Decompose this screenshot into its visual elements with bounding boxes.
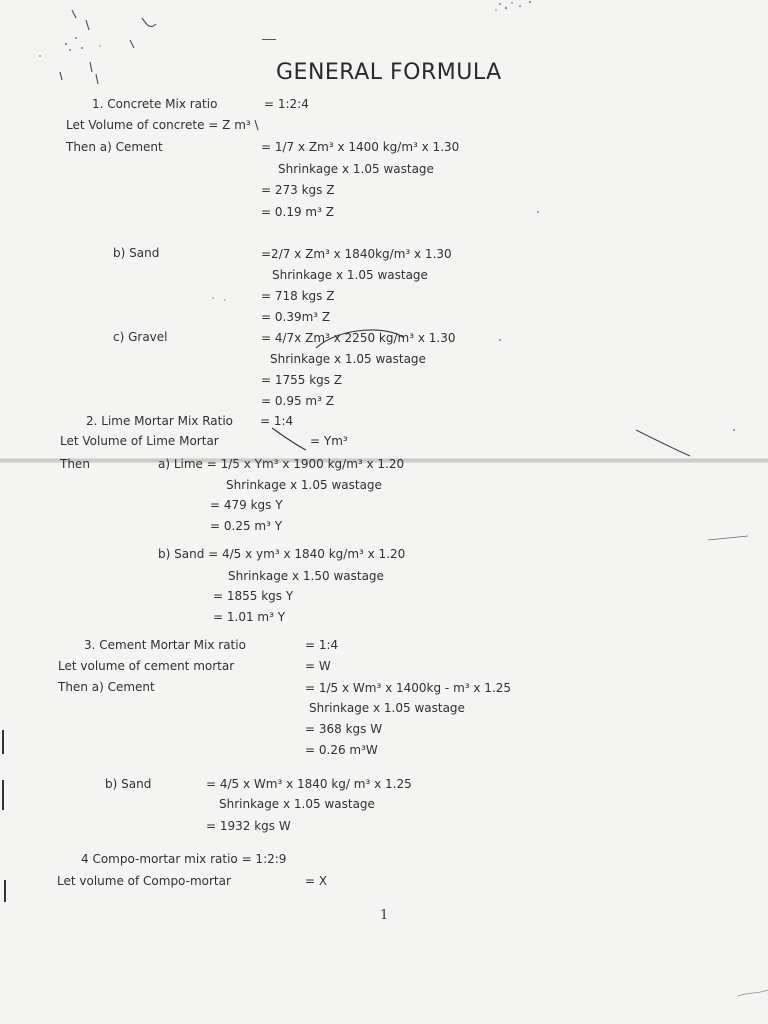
formula-line-s3-let-val: = W (305, 659, 331, 673)
formula-line-s3-cement-1: = 1/5 x Wm³ x 1400kg - m³ x 1.25 (305, 681, 512, 695)
formula-line-s1-heading: 1. Concrete Mix ratio (92, 97, 218, 111)
formula-line-s3-ratio: = 1:4 (305, 638, 339, 652)
formula-line-s1-gravel-4: = 0.95 m³ Z (261, 394, 334, 408)
formula-line-s3-sand-3: = 1932 kgs W (206, 819, 291, 833)
formula-line-s2-ratio: = 1:4 (260, 414, 294, 428)
formula-line-s1-gravel-label: c) Gravel (113, 330, 168, 344)
formula-line-s2-let-val: = Ym³ (310, 434, 348, 448)
formula-line-s3-then: Then a) Cement (58, 680, 155, 694)
formula-line-s1-sand-label: b) Sand (113, 246, 160, 260)
page-number: 1 (380, 908, 389, 923)
scan-edge-mark (4, 880, 6, 902)
scan-edge-mark (2, 730, 4, 754)
formula-line-s1-cement-1: = 1/7 x Zm³ x 1400 kg/m³ x 1.30 (261, 140, 460, 154)
formula-line-s2-lime-1: a) Lime = 1/5 x Ym³ x 1900 kg/m³ x 1.20 (158, 457, 405, 471)
formula-line-s2-sand-1: b) Sand = 4/5 x ym³ x 1840 kg/m³ x 1.20 (158, 547, 406, 561)
formula-line-s1-then: Then a) Cement (66, 140, 163, 154)
scan-edge-mark (2, 780, 4, 810)
formula-line-s1-cement-3: = 273 kgs Z (261, 183, 335, 197)
formula-line-s2-heading: 2. Lime Mortar Mix Ratio (86, 414, 234, 428)
formula-line-s2-then: Then (60, 457, 90, 471)
formula-line-s1-let: Let Volume of concrete = Z m³ \ (66, 118, 259, 132)
formula-line-s4-let: Let volume of Compo-mortar (57, 874, 231, 888)
formula-line-s4-let-val: = X (305, 874, 328, 888)
formula-line-s3-heading: 3. Cement Mortar Mix ratio (84, 638, 246, 652)
formula-line-s1-cement-4: = 0.19 m³ Z (261, 205, 334, 219)
formula-line-s2-lime-2: Shrinkage x 1.05 wastage (226, 478, 382, 492)
formula-line-s1-gravel-2: Shrinkage x 1.05 wastage (270, 352, 426, 366)
formula-line-s2-sand-4: = 1.01 m³ Y (213, 610, 286, 624)
formula-line-s1-cement-2: Shrinkage x 1.05 wastage (278, 162, 434, 176)
formula-line-s2-lime-3: = 479 kgs Y (210, 498, 283, 512)
formula-line-s2-let: Let Volume of Lime Mortar (60, 434, 219, 448)
formula-line-s2-sand-3: = 1855 kgs Y (213, 589, 294, 603)
formula-line-s1-gravel-1: = 4/7x Zm³ x 2250 kg/m³ x 1.30 (261, 331, 456, 345)
formula-line-s1-sand-1: =2/7 x Zm³ x 1840kg/m³ x 1.30 (261, 247, 452, 261)
formula-line-s3-cement-2: Shrinkage x 1.05 wastage (309, 701, 465, 715)
formula-line-s1-sand-2: Shrinkage x 1.05 wastage (272, 268, 428, 282)
formula-line-s2-lime-4: = 0.25 m³ Y (210, 519, 283, 533)
formula-line-s2-sand-2: Shrinkage x 1.50 wastage (228, 569, 384, 583)
formula-line-s3-cement-3: = 368 kgs W (305, 722, 383, 736)
formula-line-s1-gravel-3: = 1755 kgs Z (261, 373, 343, 387)
page-title: GENERAL FORMULA (276, 60, 502, 85)
formula-line-s4-heading: 4 Compo-mortar mix ratio = 1:2:9 (81, 852, 287, 866)
formula-line-s3-sand-2: Shrinkage x 1.05 wastage (219, 797, 375, 811)
formula-line-s3-let: Let volume of cement mortar (58, 659, 235, 673)
formula-line-s1-ratio: = 1:2:4 (264, 97, 309, 111)
formula-line-s1-sand-4: = 0.39m³ Z (261, 310, 331, 324)
formula-line-s3-sand-label: b) Sand (105, 777, 152, 791)
formula-line-s3-sand-1: = 4/5 x Wm³ x 1840 kg/ m³ x 1.25 (206, 777, 412, 791)
formula-line-s1-sand-3: = 718 kgs Z (261, 289, 335, 303)
formula-line-s3-cement-4: = 0.26 m³W (305, 743, 378, 757)
